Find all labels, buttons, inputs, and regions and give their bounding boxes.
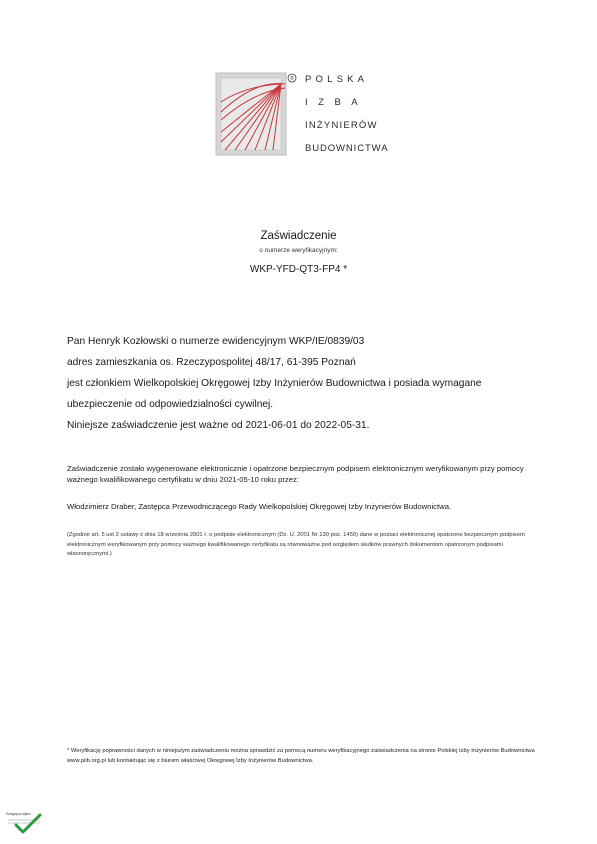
body-line: jest członkiem Wielkopolskiej Okręgowej Izby Inżynierów Budownictwa i posiada wymagane: [67, 378, 482, 389]
checkmark-icon: [6, 811, 46, 835]
footer-note: * Weryfikację poprawności danych w niniejszym zaświadczeniu można sprawdzić za pomocą numeru weryfikacyjnego zaświadczenia na stronie Polskiej Izby Inżynierów Budownictwa www.piib.org.pl lub kontaktując się z biurem właściwej Okręgowej Izby Inżynierów Budownictwa.: [67, 748, 535, 764]
signer-name: Włodzimierz Draber, Zastępca Przewodniczącego Rady Wielkopolskiej Okręgowej Izby Inżynierów Budownictwa.: [67, 502, 452, 511]
document-subtitle: o numerze weryfikacyjnym:: [259, 247, 338, 254]
approval-label: Przegląd podpisu: [6, 812, 31, 816]
logo-text-line: IZBA: [305, 97, 369, 108]
body-line: Niniejsze zaświadczenie jest ważne od 2021-06-01 do 2022-05-31.: [67, 420, 370, 431]
svg-text:®: ®: [290, 76, 294, 82]
logo-text-line: POLSKA: [305, 74, 369, 85]
verification-code: WKP-YFD-QT3-FP4 *: [249, 264, 348, 275]
body-line: ubezpieczenie od odpowiedzialności cywilnej.: [67, 399, 274, 410]
body-line: Pan Henryk Kozłowski o numerze ewidencyjnym WKP/IE/0839/03: [67, 336, 365, 347]
signature-note: Zaświadczenie zostało wygenerowane elektronicznie i opatrzone bezpiecznym podpisem elektronicznym weryfikowanym przy pomocy ważnego kwalifikowanego certyfikatu w dniu 2021-05-10 roku przez:: [67, 464, 524, 484]
legal-note: (Zgodnie art. 5 ust 2 ustawy z dnia 18 września 2001 r. o podpisie elektronicznym (Dz. U. 2001 Nr 130 poz. 1450) dane w postaci elektronicznej opatrzone bezpiecznym podpisem elektronicznym weryfikowanym przy pomocy ważnego kwalifikowanego certyfikatu są równoważne pod względem skutków prawnych dokumentom opatrzonym podpisami własnoręcznymi.): [67, 532, 525, 558]
logo-text-line: BUDOWNICTWA: [305, 143, 389, 154]
logo-text-line: INŻYNIERÓW: [305, 120, 378, 131]
body-line: adres zamieszkania os. Rzeczypospolitej 48/17, 61-395 Poznań: [67, 357, 356, 368]
document-title: Zaświadczenie: [260, 230, 337, 242]
piib-logo-icon: [215, 72, 297, 156]
